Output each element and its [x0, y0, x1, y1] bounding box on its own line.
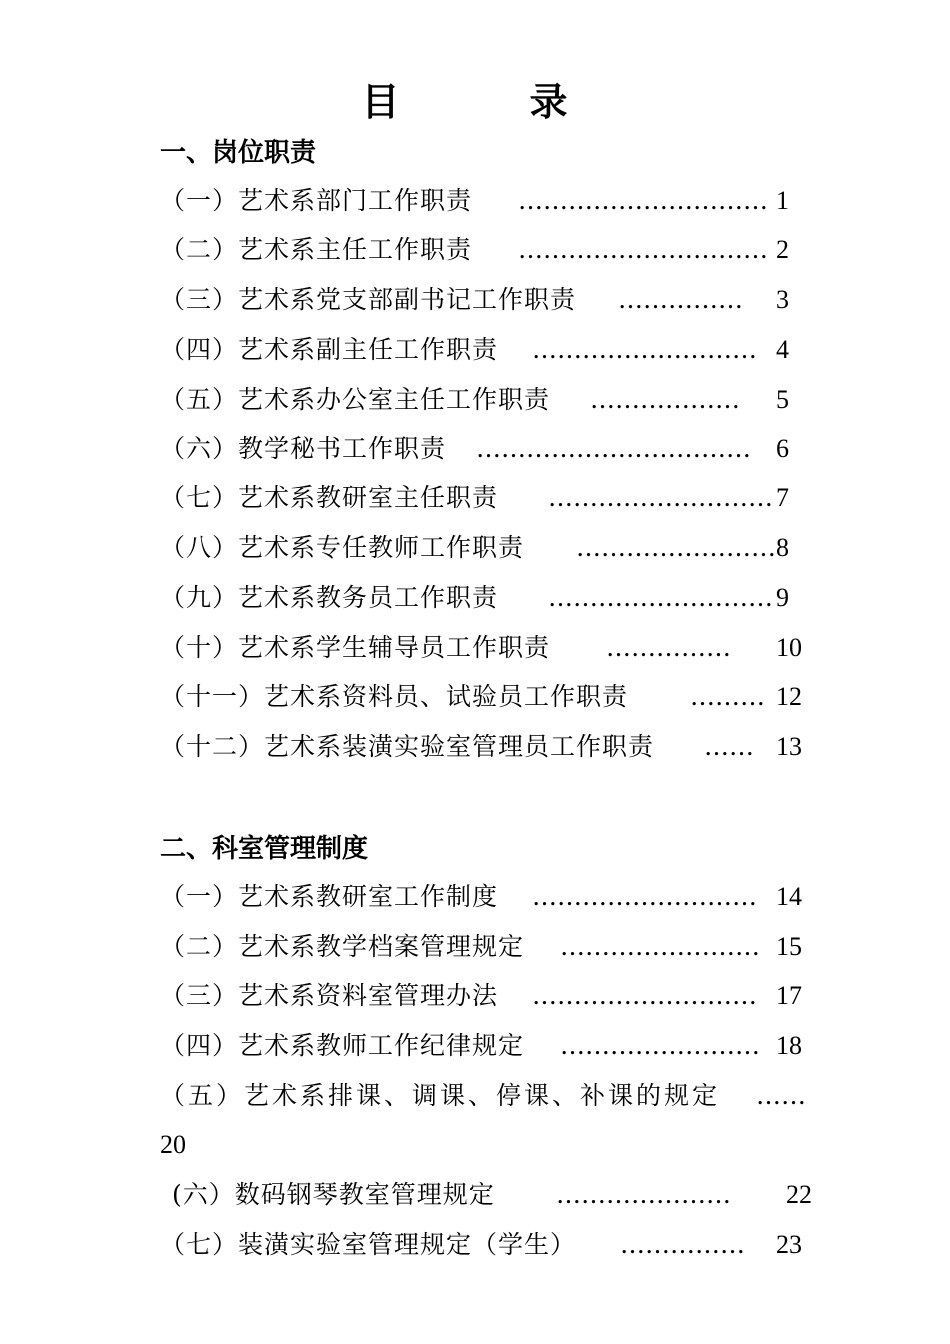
toc-entry-title: （一）艺术系教研室工作制度	[160, 882, 499, 911]
toc-entry-title: （九）艺术系教务员工作职责	[160, 583, 507, 612]
toc-entry-title: （十二）艺术系装潢实验室管理员工作职责	[160, 732, 655, 761]
toc-leader-dots: ………………	[590, 385, 740, 414]
toc-page-number: 8	[776, 533, 789, 562]
toc-leader-dots: ……………………	[560, 932, 760, 961]
toc-leader-dots: ……………………………	[476, 434, 751, 463]
toc-entry-title: (六）数码钢琴教室管理规定	[172, 1180, 521, 1209]
toc-leader-dots: ………………………	[548, 483, 773, 512]
toc-entry-title: （七）艺术系教研室主任职责	[160, 483, 507, 512]
toc-entry-title: （三）艺术系党支部副书记工作职责	[160, 285, 577, 314]
toc-entry-title: （二）艺术系主任工作职责	[160, 235, 481, 264]
toc-leader-dots: ………………………	[532, 335, 757, 364]
toc-leader-dots: …………………………	[518, 235, 768, 264]
toc-leader-dots: …………………………	[518, 186, 768, 215]
toc-entry-title: （三）艺术系资料室管理办法	[160, 981, 499, 1010]
toc-page-number: 2	[776, 235, 789, 264]
toc-leader-dots: ………………………	[532, 882, 757, 911]
toc-entry-title: （十一）艺术系资料员、试验员工作职责	[160, 682, 637, 711]
toc-leader-dots: ………	[690, 682, 765, 711]
toc-page-number: 23	[776, 1230, 802, 1259]
toc-leader-dots: ……………	[620, 1230, 745, 1259]
toc-page-number: 7	[776, 483, 789, 512]
toc-entry-title: （六）教学秘书工作职责	[160, 434, 447, 463]
toc-entry-title: （二）艺术系教学档案管理规定	[160, 932, 525, 961]
toc-page-number: 17	[776, 981, 802, 1010]
toc-page-number: 18	[776, 1031, 802, 1060]
toc-leader-dots: …………………	[556, 1180, 731, 1209]
toc-page-number: 15	[776, 932, 802, 961]
toc-entry-title: （七）装潢实验室管理规定（学生）	[160, 1230, 577, 1259]
toc-page-number: 14	[776, 882, 802, 911]
toc-page-number: 13	[776, 732, 802, 761]
toc-entry-title: （一）艺术系部门工作职责	[160, 186, 481, 215]
toc-page-number: 1	[776, 186, 789, 215]
toc-page-number: 12	[776, 682, 802, 711]
toc-leader-dots: ……………	[618, 285, 743, 314]
toc-entry-title: （四）艺术系教师工作纪律规定	[160, 1031, 525, 1060]
toc-leader-dots: ……	[704, 732, 754, 761]
toc-leader-dots: ……………	[606, 633, 731, 662]
toc-page-number: 5	[776, 385, 789, 414]
toc-page-number: 6	[776, 434, 789, 463]
toc-entry-title: （八）艺术系专任教师工作职责	[160, 533, 533, 562]
toc-leader-dots: ………………………	[548, 583, 773, 612]
toc-page-number: 9	[776, 583, 789, 612]
toc-page-number: 20	[160, 1130, 186, 1159]
section-heading-office-rules: 二、科室管理制度	[160, 834, 369, 864]
toc-leader-dots: ………………………	[532, 981, 757, 1010]
section-heading-job-duties: 一、岗位职责	[160, 138, 317, 168]
toc-entry-title: （五）艺术系排课、调课、停课、补课的规定	[160, 1081, 721, 1110]
toc-page-number: 4	[776, 335, 789, 364]
toc-page-number: 10	[776, 633, 802, 662]
toc-entry-title: （四）艺术系副主任工作职责	[160, 335, 499, 364]
page-title: 目 录	[361, 79, 614, 124]
toc-leader-dots: ……	[756, 1081, 806, 1110]
toc-page-number: 3	[776, 285, 789, 314]
toc-page-number: 22	[786, 1180, 812, 1209]
toc-entry-title: （十）艺术系学生辅导员工作职责	[160, 633, 559, 662]
toc-leader-dots: ……………………	[560, 1031, 760, 1060]
toc-entry-title: （五）艺术系办公室主任工作职责	[160, 385, 551, 414]
toc-leader-dots: ……………………	[576, 533, 776, 562]
